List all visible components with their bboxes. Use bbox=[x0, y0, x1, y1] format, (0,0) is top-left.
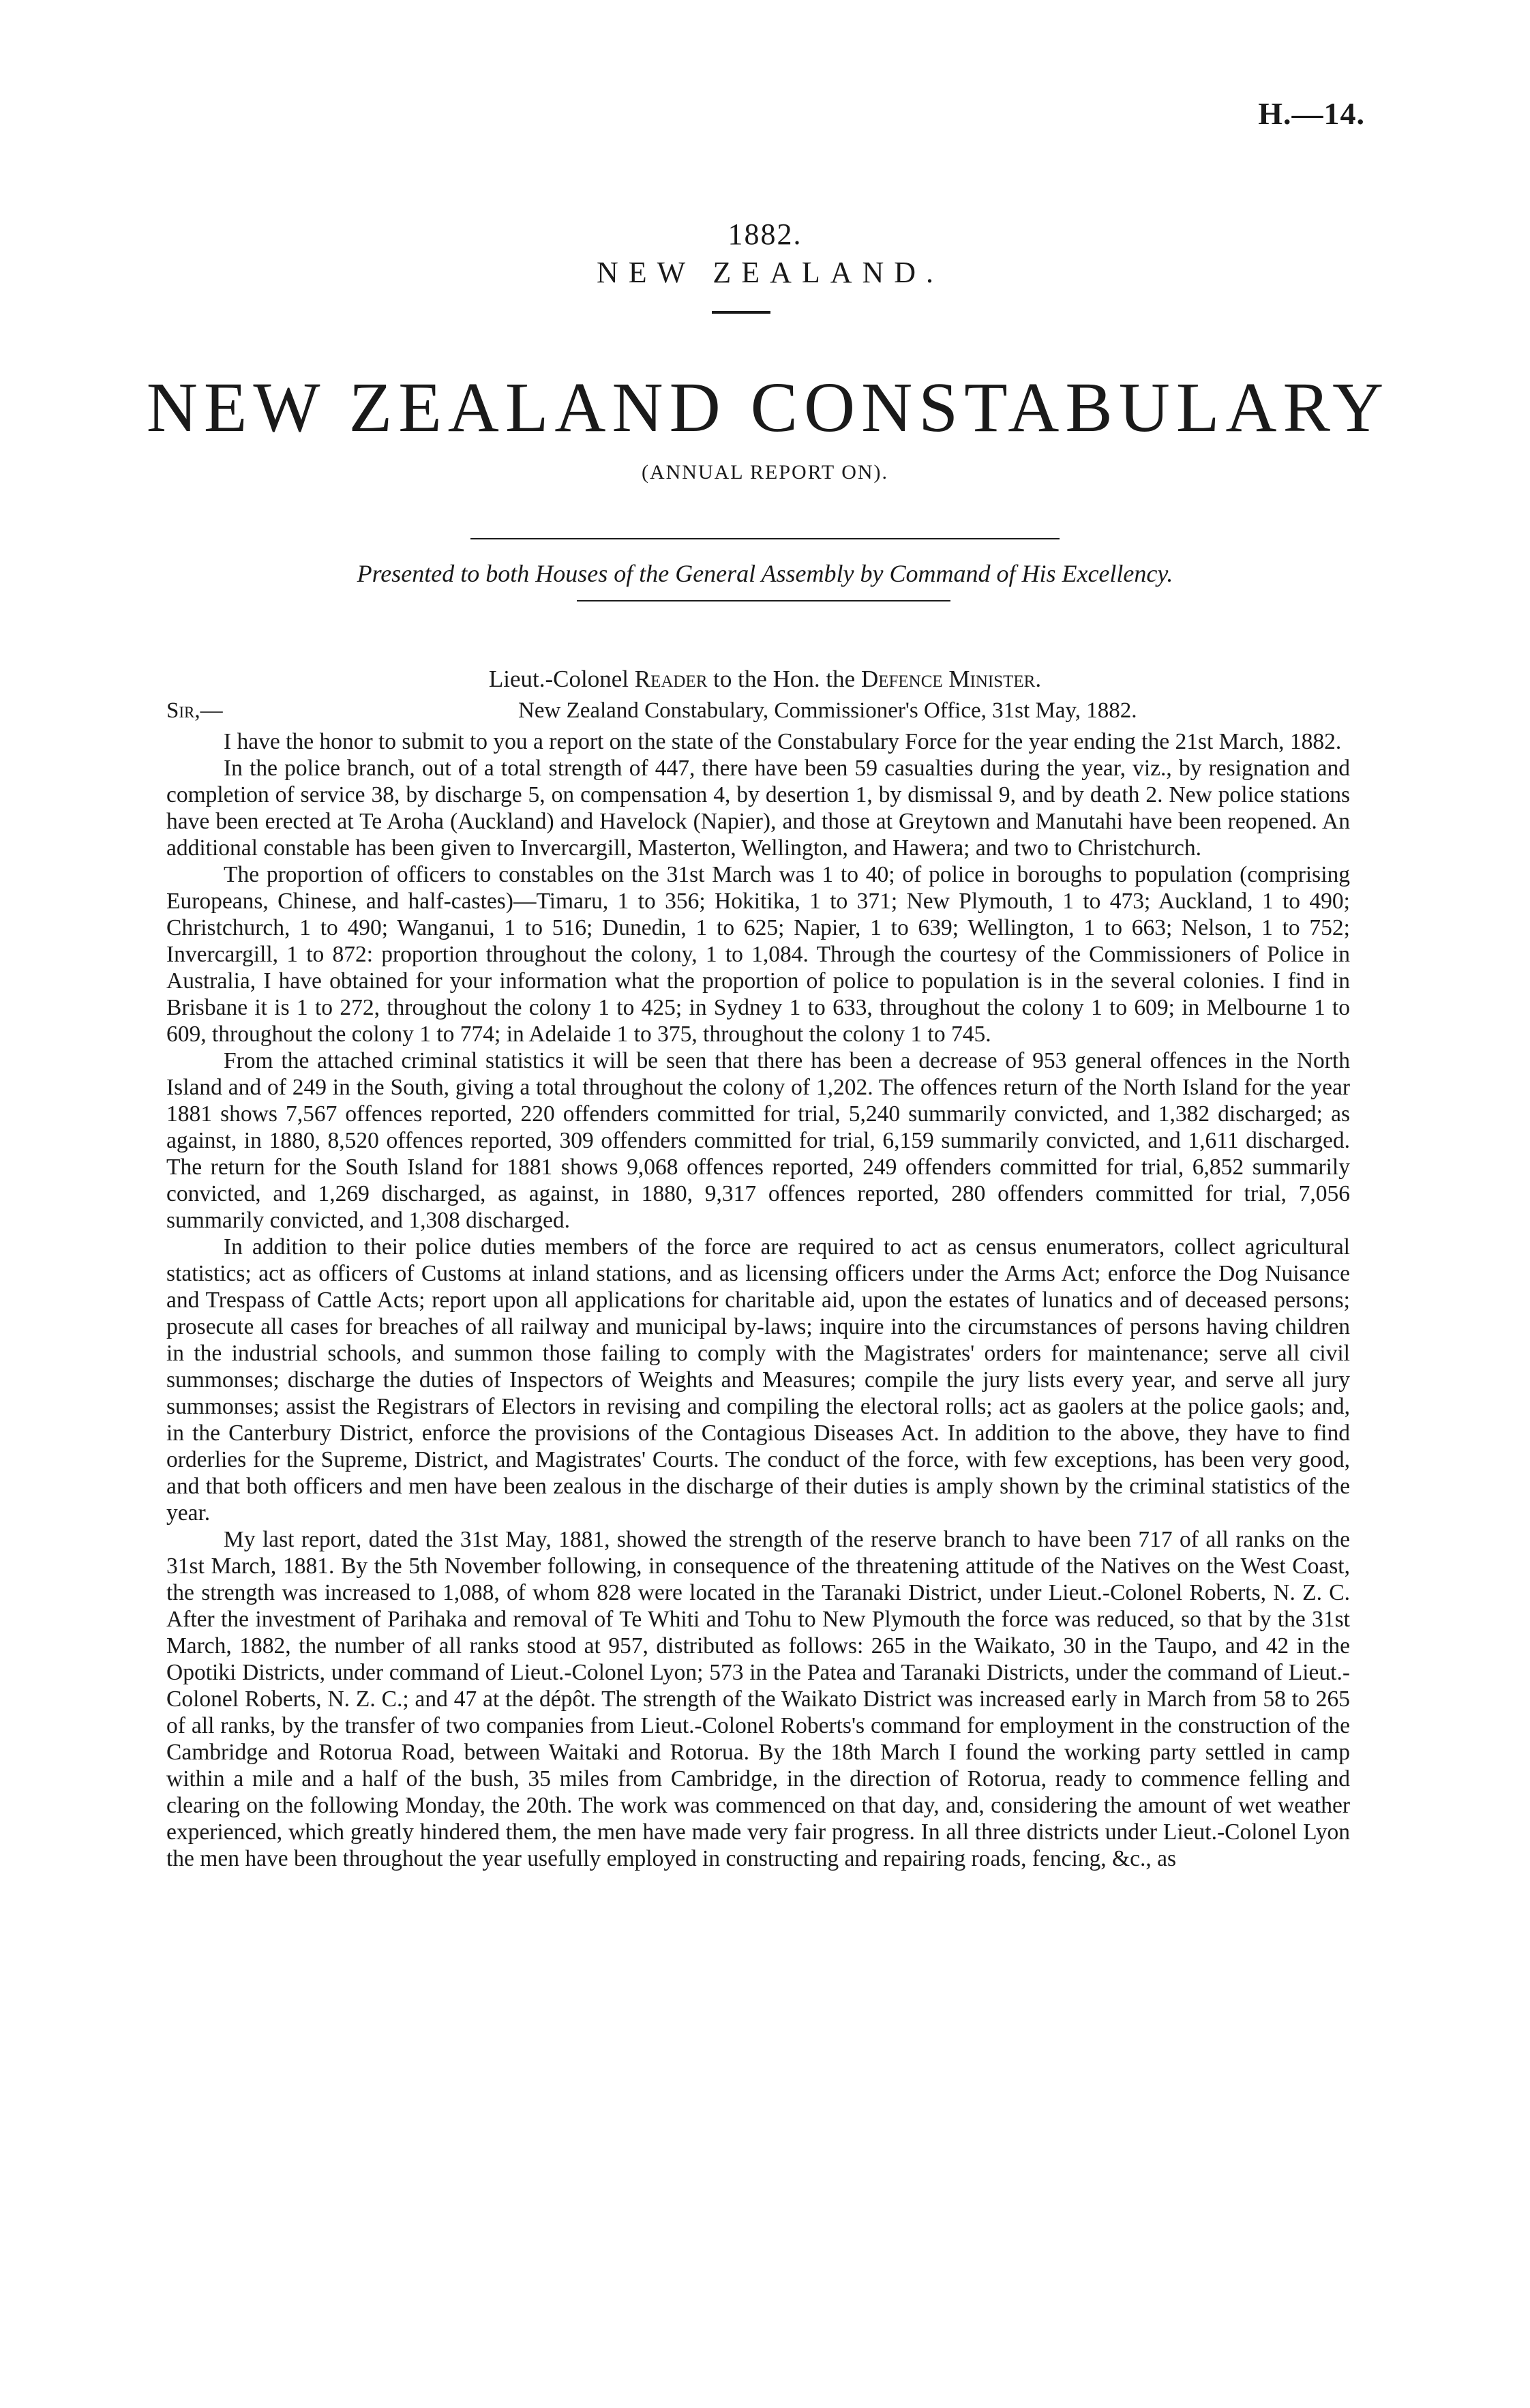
letter-heading bbox=[0, 666, 1530, 693]
document-country: NEW ZEALAND. bbox=[596, 256, 944, 289]
paragraph-3: The proportion of officers to constables on the 31st March was 1 to 40; of police in boroughs to population (comprising Europeans, Chinese, and half-castes)—Timaru, 1 to 356; Hokitika, 1 to 371; New Plymouth, 1 to 473; Auckland, 1 to 490; Christchurch, 1 to 490; Wanganui, 1 to 516; Dunedin, 1 to 625; Napier, 1 to 639; Wellington, 1 to 663; Nelson, 1 to 752; Invercargill, 1 to 872: proportion throughout the colony, 1 to 1,084. Through the courtesy of the Commissioners of Police in Australia, I have obtained for your information what the proportion of police to population is in the several colonies. I find in Brisbane it is 1 to 272, throughout the colony 1 to 425; in Sydney 1 to 633, throughout the colony 1 to 609; in Melbourne 1 to 609, throughout the colony 1 to 774; in Adelaide 1 to 375, throughout the colony 1 to 745. bbox=[166, 862, 1350, 1047]
document-year: 1882. bbox=[728, 218, 802, 251]
divider-above-presented bbox=[470, 538, 1060, 539]
page-identifier: H.—14. bbox=[1258, 96, 1365, 131]
paragraph-1: I have the honor to submit to you a report on the state of the Constabulary Force for the year ending the 21st March, 1882. bbox=[224, 729, 1342, 754]
report-subtitle: (ANNUAL REPORT ON). bbox=[641, 461, 889, 484]
paragraph-2: In the police branch, out of a total strength of 447, there have been 59 casualties during the year, viz., by resignation and completion of service 38, by discharge 5, on compensation 4, by desertion 1, by dismissal 9, and by death 2. New police stations have been erected at Te Aroha (Auckland) and Havelock (Napier), and those at Greytown and Manutahi have been reopened. An additional constable has been given to Invercargill, Masterton, Wellington, and Hawera; and two to Christchurch. bbox=[166, 756, 1350, 861]
letter-to-name: Defence Minister. bbox=[860, 666, 1042, 692]
report-title: NEW ZEALAND CONSTABULARY bbox=[146, 368, 1390, 447]
title-divider-short bbox=[712, 311, 770, 314]
presented-line: Presented to both Houses of the General Assembly by Command of His Excellency. bbox=[357, 560, 1173, 587]
paragraph-5: In addition to their police duties members of the force are required to act as census enumerators, collect agricultural statistics; act as officers of Customs at inland stations, and as licensing officers under the Arms Act; enforce the Dog Nuisance and Trespass of Cattle Acts; report upon all applications for charitable aid, upon the estates of lunatics and of deceased persons; prosecute all cases for breaches of all railway and municipal by-laws; inquire into the circumstances of persons having children in the industrial schools, and summon those failing to comply with the Magistrates' orders for maintenance; serve all civil summonses; discharge the duties of Inspectors of Weights and Measures; compile the jury lists every year, and serve all jury summonses; assist the Registrars of Electors in revising and compiling the electoral rolls; act as gaolers at the police gaols; and, in the Canterbury District, enforce the provisions of the Contagious Diseases Act. In addition to the above, they have to find orderlies for the Supreme, District, and Magistrates' Courts. The conduct of the force, with few exceptions, has been very good, and that both officers and men have been zealous in the discharge of their duties is amply shown by the criminal statistics of the year. bbox=[166, 1234, 1350, 1526]
letter-place-date: New Zealand Constabulary, Commissioner's Office, 31st May, 1882. bbox=[518, 698, 1137, 723]
divider-below-presented bbox=[577, 600, 950, 601]
letter-salutation: Sir,— bbox=[166, 698, 223, 723]
letter-from-prefix: Lieut.-Colonel bbox=[488, 666, 629, 692]
paragraph-6: My last report, dated the 31st May, 1881, showed the strength of the reserve branch to have been 717 of all ranks on the 31st March, 1881. By the 5th November following, in consequence of the threatening attitude of the Natives on the West Coast, the strength was increased to 1,088, of whom 828 were located in the Taranaki District, under Lieut.-Colonel Roberts, N. Z. C. After the investment of Parihaka and removal of Te Whiti and Tohu to New Plymouth the force was reduced, so that by the 31st March, 1882, the number of all ranks stood at 957, distributed as follows: 265 in the Waikato, 30 in the Taupo, and 42 in the Opotiki Districts, under command of Lieut.-Colonel Lyon; 573 in the Patea and Taranaki Districts, under the command of Lieut.-Colonel Roberts, N. Z. C.; and 47 at the dépôt. The strength of the Waikato District was increased early in March from 58 to 265 of all ranks, by the transfer of two companies from Lieut.-Colonel Roberts's command for employment in the construction of the Cambridge and Rotorua Road, between Waitaki and Rotorua. By the 18th March I found the working party settled in camp within a mile and a half of the bush, 35 miles from Cambridge, in the direction of Rotorua, ready to commence felling and clearing on the following Monday, the 20th. The work was commenced on that day, and, considering the amount of wet weather experienced, which greatly hindered them, the men have made very fair progress. In all three districts under Lieut.-Colonel Lyon the men have been throughout the year usefully employed in constructing and repairing roads, fencing, &c., as bbox=[166, 1527, 1350, 1871]
letter-from-name: Reader bbox=[634, 666, 708, 692]
paragraph-4: From the attached criminal statistics it will be seen that there has been a decrease of 953 general offences in the North Island and of 249 in the South, giving a total throughout the colony of 1,202. The offences return of the North Island for the year 1881 shows 7,567 offences reported, 220 offenders committed for trial, 5,240 summarily convicted, and 1,382 discharged; as against, in 1880, 8,520 offences reported, 309 offenders committed for trial, 6,159 summarily convicted, and 1,611 discharged. The return for the South Island for 1881 shows 9,068 offences reported, 249 offenders committed for trial, 6,852 summarily convicted, and 1,269 discharged, as against, in 1880, 9,317 offences reported, 280 offenders committed for trial, 7,056 summarily convicted, and 1,308 discharged. bbox=[166, 1048, 1350, 1233]
report-body bbox=[166, 728, 1350, 1872]
letter-to-prefix: to the Hon. the bbox=[713, 666, 856, 692]
